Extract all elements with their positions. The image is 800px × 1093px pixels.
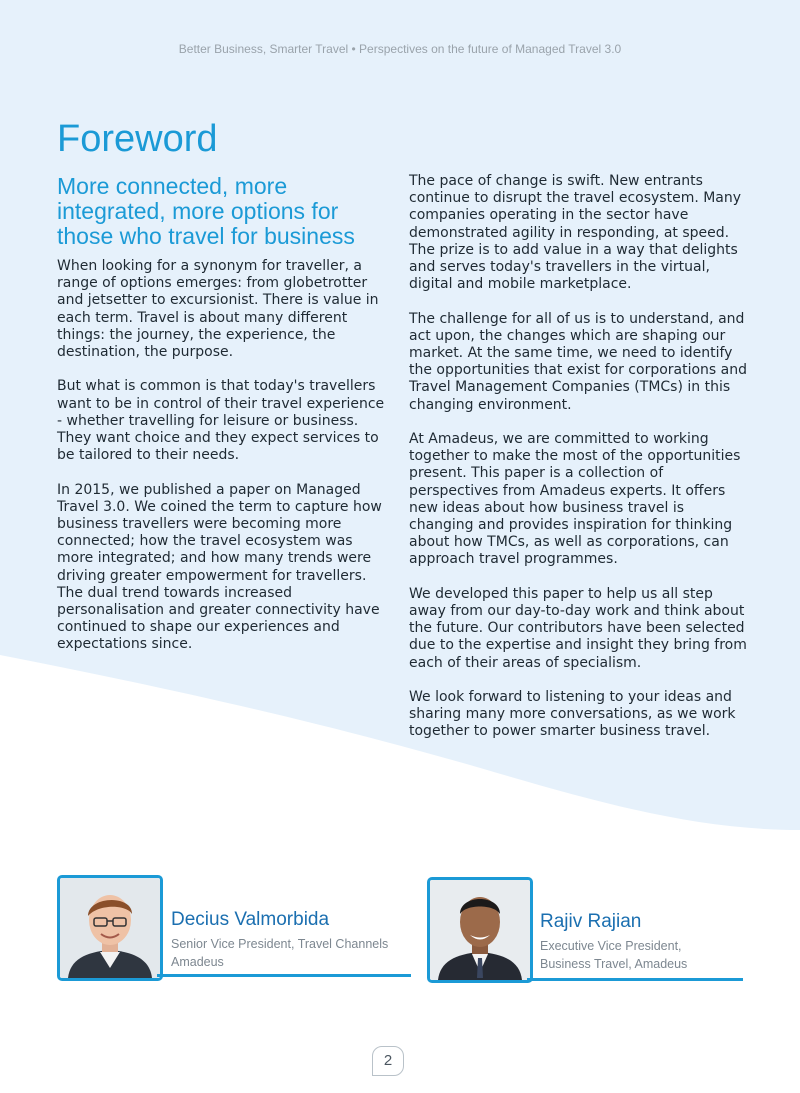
left-column: [57, 258, 387, 671]
paragraph: The challenge for all of us is to understand, and act upon, the changes which are shaping our market. At the same time, we need to identify the opportunities that exist for corporations and Travel Management Companies (TMCs) in this changing environment.: [409, 310, 748, 413]
divider: [527, 978, 743, 981]
page-title: Foreword: [57, 118, 218, 160]
paragraph: But what is common is that today's travellers want to be in control of their travel experience - whether travelling for leisure or business. They want choice and they expect services to be tailored to their needs.: [57, 378, 385, 464]
paragraph: The pace of change is swift. New entrants continue to disrupt the travel ecosystem. Many companies operating in the sector have demonstrated agility in responding, at speed. The prize is to add value in a way that delights and serves today's travellers in the virtual, digital and mobile marketplace.: [409, 173, 742, 293]
paragraph: We developed this paper to help us all step away from our day-to-day work and think about the future. Our contributors have been selected due to the expertise and insight they bring from each of their areas of specialism.: [409, 585, 747, 671]
author-photo: [427, 877, 533, 983]
page-number: 2: [372, 1046, 404, 1076]
author-name: Decius Valmorbida: [171, 909, 330, 930]
author-role: Executive Vice President, Business Travel, Amadeus: [540, 939, 688, 971]
author-card-rajiv: [427, 877, 743, 983]
person-portrait-icon: [430, 880, 530, 980]
divider: [157, 974, 411, 977]
paragraph: When looking for a synonym for traveller, a range of options emerges: from globetrotter and jetsetter to excursionist. There is value in each term. Travel is about many different things: the journey, the experience, the destination, the purpose.: [57, 258, 379, 361]
subtitle: More connected, more integrated, more options for those who travel for business: [57, 173, 355, 249]
paragraph: We look forward to listening to your ideas and sharing many more conversations, as we work together to power smarter business travel.: [409, 689, 736, 740]
paragraph: At Amadeus, we are committed to working together to make the most of the opportunities present. This paper is a collection of perspectives from Amadeus experts. It offers new ideas about how business travel is changing and provides inspiration for thinking about how TMCs, as well as corporations, can approach travel programmes.: [409, 431, 741, 568]
running-header: Better Business, Smarter Travel • Perspectives on the future of Managed Travel 3.0: [178, 42, 622, 56]
person-portrait-icon: [60, 878, 160, 978]
author-photo: [57, 875, 163, 981]
author-card-decius: [57, 875, 411, 981]
right-column: [409, 173, 749, 758]
paragraph: In 2015, we published a paper on Managed Travel 3.0. We coined the term to capture how business travellers were becoming more connected; how the travel ecosystem was more integrated; and how many trends were driving greater empowerment for travellers. The dual trend towards increased personalisation and greater connectivity have continued to shape our experiences and expectations since.: [57, 481, 382, 653]
author-name: Rajiv Rajian: [540, 911, 642, 932]
author-role: Senior Vice President, Travel Channels Amadeus: [171, 937, 389, 969]
